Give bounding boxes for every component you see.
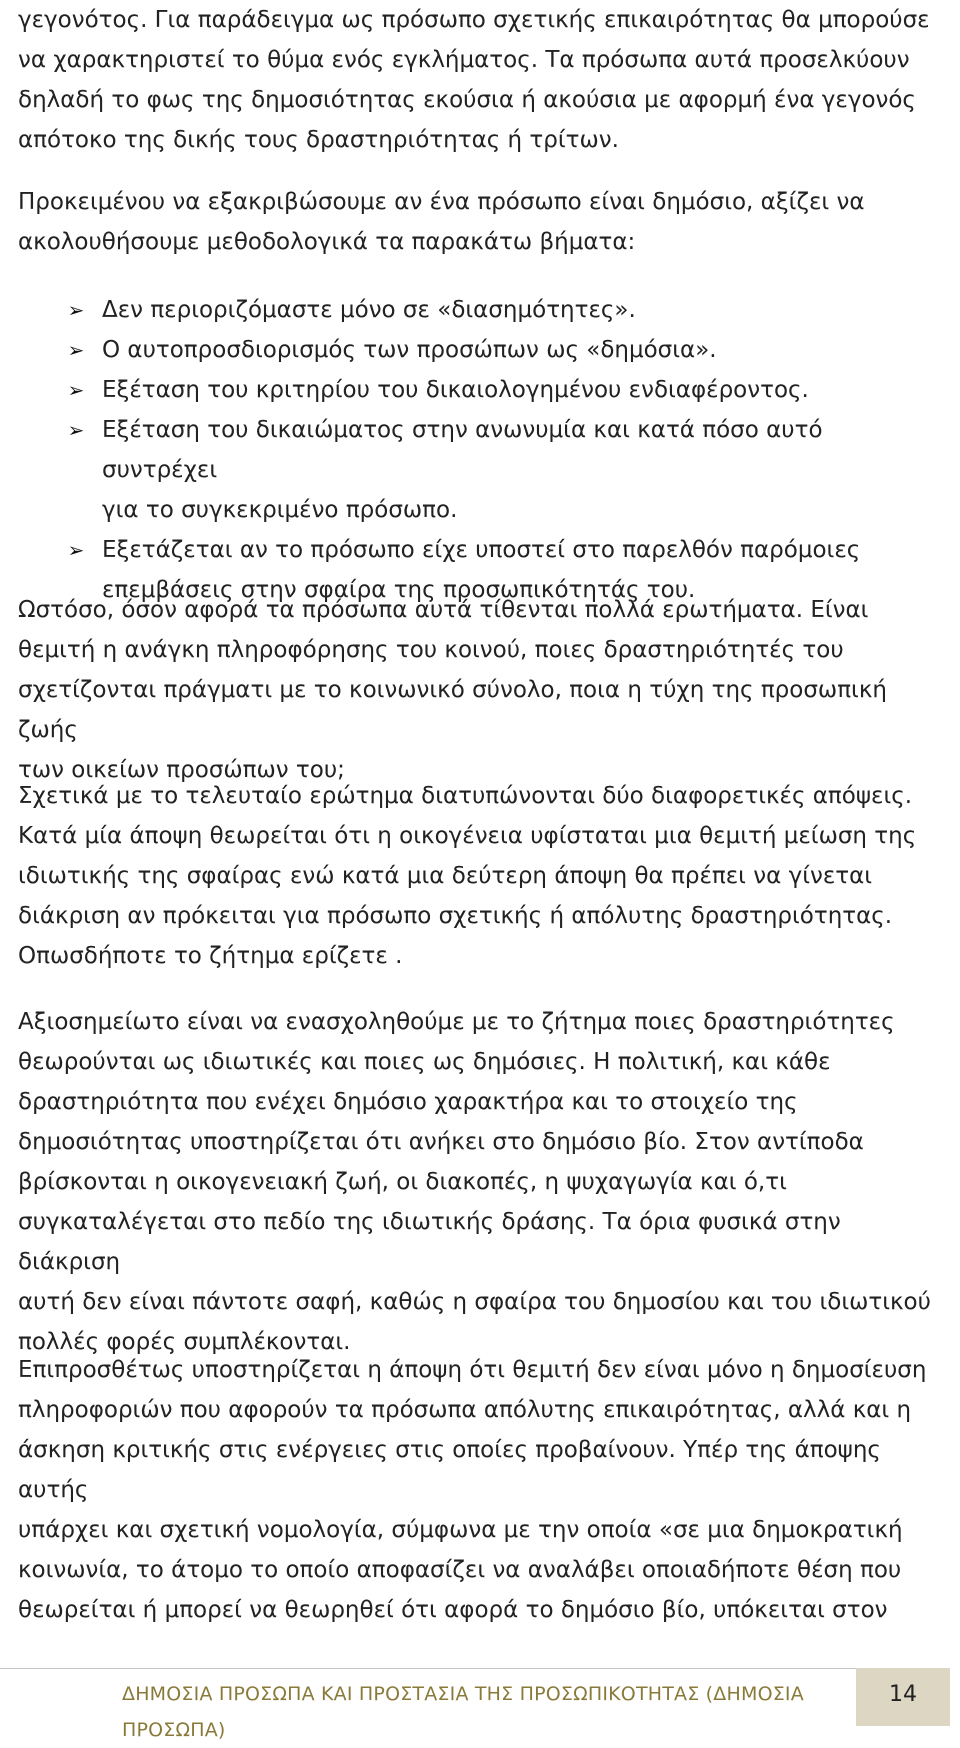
- text-line: για το συγκεκριμένο πρόσωπο.: [102, 497, 458, 523]
- text-line: αυτή δεν είναι πάντοτε σαφή, καθώς η σφαίρα του δημοσίου και του ιδιωτικού: [18, 1289, 931, 1315]
- text-line: Δεν περιοριζόμαστε μόνο σε «διασημότητες».: [102, 297, 636, 323]
- text-line: δημοσιότητας υποστηρίζεται ότι ανήκει στο δημόσιο βίο. Στον αντίποδα: [18, 1129, 864, 1155]
- text-line: συγκαταλέγεται στο πεδίο της ιδιωτικής δράσης. Τα όρια φυσικά στην διάκριση: [18, 1209, 841, 1275]
- text-line: Εξέταση του δικαιώματος στην ανωνυμία και κατά πόσο αυτό συντρέχει: [102, 417, 823, 483]
- text-line: Σχετικά με το τελευταίο ερώτημα διατυπώνονται δύο διαφορετικές απόψεις.: [18, 783, 913, 809]
- criticism-paragraph: [18, 1350, 942, 1630]
- text-line: Επιπροσθέτως υποστηρίζεται η άποψη ότι θεμιτή δεν είναι μόνο η δημοσίευση: [18, 1357, 927, 1383]
- arrowhead-bullet-icon: ➢: [67, 418, 85, 442]
- arrowhead-bullet-icon: ➢: [67, 338, 85, 362]
- text-line: κοινωνία, το άτομο το οποίο αποφασίζει να αναλάβει οποιαδήποτε θέση που: [18, 1557, 902, 1583]
- text-line: απότοκο της δικής τους δραστηριότητας ή τρίτων.: [18, 127, 619, 153]
- text-line: δραστηριότητα που ενέχει δημόσιο χαρακτήρα και το στοιχείο της: [18, 1089, 798, 1115]
- text-line: Κατά μία άποψη θεωρείται ότι η οικογένεια υφίσταται μια θεμιτή μείωση της: [18, 823, 917, 849]
- footer-divider: [0, 1668, 950, 1669]
- text-line: ακολουθήσουμε μεθοδολογικά τα παρακάτω βήματα:: [18, 229, 636, 255]
- text-line: θεωρούνται ως ιδιωτικές και ποιες ως δημόσιες. Η πολιτική, και κάθε: [18, 1049, 831, 1075]
- questions-paragraph: [18, 590, 942, 790]
- text-line: ιδιωτικής της σφαίρας ενώ κατά μια δεύτερη άποψη θα πρέπει να γίνεται: [18, 863, 873, 889]
- arrowhead-bullet-icon: ➢: [67, 538, 85, 562]
- text-line: Αξιοσημείωτο είναι να ενασχοληθούμε με το ζήτημα ποιες δραστηριότητες: [18, 1009, 895, 1035]
- text-line: Ο αυτοπροσδιορισμός των προσώπων ως «δημόσια».: [102, 337, 717, 363]
- text-line: Προκειμένου να εξακριβώσουμε αν ένα πρόσωπο είναι δημόσιο, αξίζει να: [18, 189, 865, 215]
- text-line: γεγονότος. Για παράδειγμα ως πρόσωπο σχετικής επικαιρότητας θα μπορούσε: [18, 7, 930, 33]
- text-line: Ωστόσο, όσον αφορά τα πρόσωπα αυτά τίθενται πολλά ερωτήματα. Είναι: [18, 597, 869, 623]
- arrowhead-bullet-icon: ➢: [67, 378, 85, 402]
- text-line: να χαρακτηριστεί το θύμα ενός εγκλήματος. Τα πρόσωπα αυτά προσελκύουν: [18, 47, 910, 73]
- bullet-item: [18, 410, 942, 530]
- text-line: βρίσκονται η οικογενειακή ζωή, οι διακοπές, η ψυχαγωγία και ό,τι: [18, 1169, 787, 1195]
- text-line: Εξέταση του κριτηρίου του δικαιολογημένου ενδιαφέροντος.: [102, 377, 809, 403]
- footer-title: ΔΗΜΟΣΙΑ ΠΡΟΣΩΠΑ ΚΑΙ ΠΡΟΣΤΑΣΙΑ ΤΗΣ ΠΡΟΣΩΠΙΚΟΤΗΤΑΣ (ΔΗΜΟΣΙΑ ΠΡΟΣΩΠΑ): [122, 1683, 804, 1741]
- text-line: των οικείων προσώπων του;: [18, 757, 345, 783]
- steps-bullet-list: [18, 290, 942, 610]
- views-paragraph: [18, 776, 942, 976]
- activities-paragraph: [18, 1002, 942, 1362]
- arrowhead-bullet-icon: ➢: [67, 298, 85, 322]
- text-line: άσκηση κριτικής στις ενέργειες στις οποίες προβαίνουν. Υπέρ της άποψης αυτής: [18, 1437, 881, 1503]
- intro-paragraph: [18, 0, 942, 160]
- text-line: πολλές φορές συμπλέκονται.: [18, 1329, 351, 1355]
- text-line: επεμβάσεις στην σφαίρα της προσωπικότητάς του.: [102, 577, 696, 603]
- text-line: Εξετάζεται αν το πρόσωπο είχε υποστεί στο παρελθόν παρόμοιες: [102, 537, 861, 563]
- bullet-item: [18, 330, 942, 370]
- text-line: Οπωσδήποτε το ζήτημα ερίζετε .: [18, 943, 403, 969]
- text-line: θεμιτή η ανάγκη πληροφόρησης του κοινού, ποιες δραστηριότητές του: [18, 637, 844, 663]
- text-line: πληροφοριών που αφορούν τα πρόσωπα απόλυτης επικαιρότητας, αλλά και η: [18, 1397, 912, 1423]
- page-number: 14: [889, 1682, 917, 1707]
- text-line: σχετίζονται πράγματι με το κοινωνικό σύνολο, ποια η τύχη της προσωπική ζωής: [18, 677, 887, 743]
- text-line: δηλαδή το φως της δημοσιότητας εκούσια ή ακούσια με αφορμή ένα γεγονός: [18, 87, 916, 113]
- steps-lead-paragraph: [18, 182, 942, 262]
- bullet-item: [18, 290, 942, 330]
- page-number-box: [856, 1668, 950, 1726]
- text-line: διάκριση αν πρόκειται για πρόσωπο σχετικής ή απόλυτης δραστηριότητας.: [18, 903, 893, 929]
- text-line: υπάρχει και σχετική νομολογία, σύμφωνα με την οποία «σε μια δημοκρατική: [18, 1517, 903, 1543]
- bullet-item: [18, 370, 942, 410]
- text-line: θεωρείται ή μπορεί να θεωρηθεί ότι αφορά το δημόσιο βίο, υπόκειται στον: [18, 1597, 888, 1623]
